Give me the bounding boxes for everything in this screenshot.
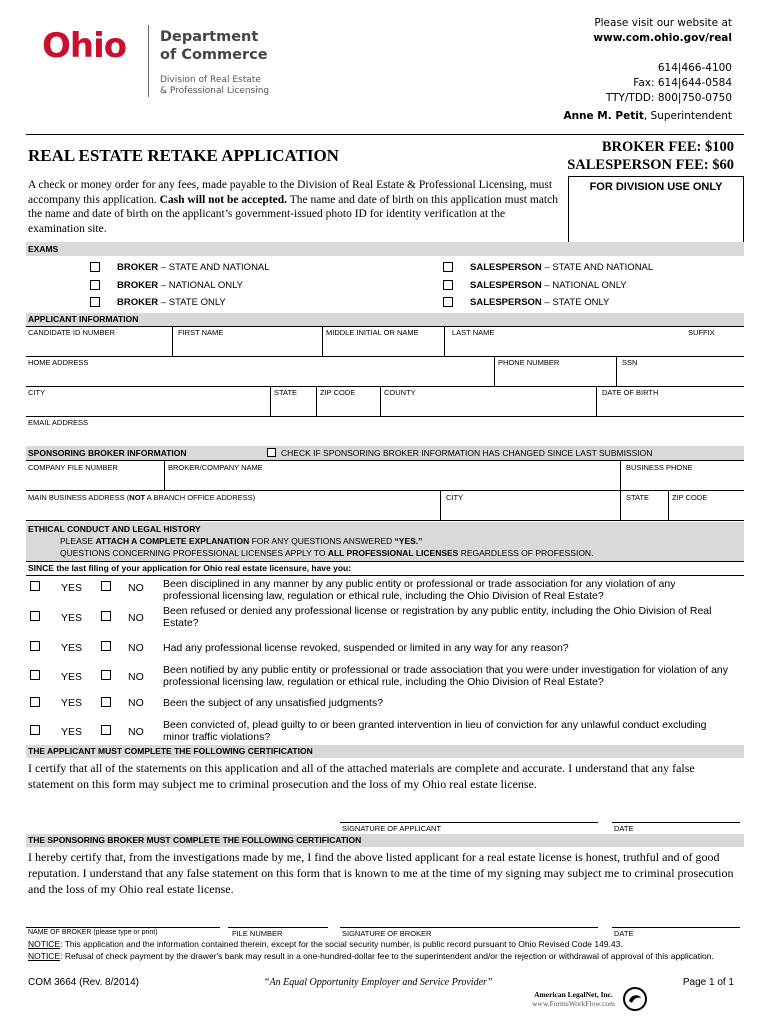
sales-state-national-label xyxy=(470,262,653,273)
applicant-cert-heading: THE APPLICANT MUST COMPLETE THE FOLLOWING CERTIFICATION xyxy=(28,746,313,756)
ethics-heading: ETHICAL CONDUCT AND LEGAL HISTORY xyxy=(28,524,201,534)
tty-number: TTY/TDD: 800|750-0750 xyxy=(605,92,732,104)
ethics-l1-pre: PLEASE xyxy=(60,536,96,546)
q5-yes-checkbox[interactable] xyxy=(30,697,40,707)
first-name-field[interactable]: FIRST NAME xyxy=(178,328,224,337)
zip-field[interactable]: ZIP CODE xyxy=(320,388,356,397)
legalnet-logo-icon xyxy=(622,986,648,1017)
question-4: Been notified by any public entity or professional or trade association that you were under investigation for violation of any professional licensing law, regulation or ethical rule, including the Ohio Division of Real Estate? xyxy=(163,664,729,688)
q1-no-label: NO xyxy=(128,582,144,594)
email-field[interactable]: EMAIL ADDRESS xyxy=(28,418,89,427)
broker-fee: BROKER FEE: $100 xyxy=(601,139,734,155)
ohio-logo xyxy=(42,26,126,66)
ssn-field[interactable]: SSN xyxy=(622,358,638,367)
exam-l0-bold: BROKER xyxy=(117,262,159,273)
exam-r2-rest: – STATE ONLY xyxy=(541,297,610,308)
logo-divider xyxy=(148,25,149,97)
broker-state-national-checkbox[interactable] xyxy=(90,262,100,272)
visit-text: Please visit our website at xyxy=(594,17,732,29)
applicant-date-line[interactable] xyxy=(612,822,740,823)
company-file-number-field[interactable]: COMPANY FILE NUMBER xyxy=(28,463,118,472)
broker-div-1 xyxy=(164,460,165,490)
superintendent-name: Anne M. Petit xyxy=(563,110,644,122)
exam-l1-rest: – NATIONAL ONLY xyxy=(158,280,243,291)
address-not: NOT xyxy=(129,493,146,502)
q5-no-checkbox[interactable] xyxy=(101,697,111,707)
exam-l1-bold: BROKER xyxy=(117,280,159,291)
broker-zip-field[interactable]: ZIP CODE xyxy=(672,493,708,502)
sales-national-label xyxy=(470,280,627,291)
division-line-2: & Professional Licensing xyxy=(160,86,270,96)
q3-yes-checkbox[interactable] xyxy=(30,641,40,651)
broker-rule-2 xyxy=(26,490,744,491)
col-div-c1 xyxy=(270,386,271,416)
exams-header-bar xyxy=(26,242,744,256)
page-number: Page 1 of 1 xyxy=(682,977,734,988)
exam-l2-rest: – STATE ONLY xyxy=(158,297,226,308)
division-line-1: Division of Real Estate xyxy=(160,75,261,85)
state-field[interactable]: STATE xyxy=(274,388,298,397)
ethics-l1-mid: FOR ANY QUESTIONS ANSWERED xyxy=(249,536,395,546)
phone-number: 614|466-4100 xyxy=(657,62,732,74)
home-address-field[interactable]: HOME ADDRESS xyxy=(28,358,89,367)
dept-line-2: of Commerce xyxy=(160,47,268,63)
broker-name-line[interactable] xyxy=(26,927,220,928)
notice-2 xyxy=(28,951,740,962)
q6-no-label: NO xyxy=(128,726,144,738)
candidate-id-field[interactable]: CANDIDATE ID NUMBER xyxy=(28,328,115,337)
exam-r0-rest: – STATE AND NATIONAL xyxy=(541,262,654,273)
notice-1-label: NOTICE xyxy=(28,939,61,949)
broker-file-number-label: FILE NUMBER xyxy=(232,929,283,938)
q4-yes-label: YES xyxy=(61,671,83,683)
broker-national-checkbox[interactable] xyxy=(90,280,100,290)
form-number: COM 3664 (Rev. 8/2014) xyxy=(28,977,139,988)
applicant-signature-line[interactable] xyxy=(340,822,598,823)
col-div-c2 xyxy=(316,386,317,416)
ethics-l1-bold: ATTACH A COMPLETE EXPLANATION xyxy=(95,536,250,546)
exam-r0-bold: SALESPERSON xyxy=(470,262,542,273)
header-rule xyxy=(26,134,744,135)
business-phone-field[interactable]: BUSINESS PHONE xyxy=(626,463,693,472)
q4-no-label: NO xyxy=(128,671,144,683)
notice-1 xyxy=(28,939,740,950)
ethics-rule-2 xyxy=(26,575,744,576)
middle-name-field[interactable]: MIDDLE INITIAL OR NAME xyxy=(326,328,419,337)
legalnet-block xyxy=(532,990,615,1008)
intro-paragraph xyxy=(28,178,562,236)
q2-no-label: NO xyxy=(128,612,144,624)
col-div-a2 xyxy=(322,326,323,356)
broker-city-field[interactable]: CITY xyxy=(446,493,464,502)
sales-state-national-checkbox[interactable] xyxy=(443,262,453,272)
broker-div-3 xyxy=(440,490,441,520)
applicant-cert-text: I certify that all of the statements on this application and all of the attached materials are complete and accurate. I understand that any false statement on this form may subject me to criminal prosecution and the loss of my Ohio real estate license. xyxy=(28,761,695,791)
ethics-l1-yes: “YES.” xyxy=(394,536,423,546)
website-link[interactable]: www.com.ohio.gov/real xyxy=(593,32,732,44)
dob-field[interactable]: DATE OF BIRTH xyxy=(602,388,659,397)
applicant-rule-3 xyxy=(26,386,744,387)
address-pre: MAIN BUSINESS ADDRESS ( xyxy=(28,493,130,502)
superintendent-title: , Superintendent xyxy=(643,110,732,122)
city-field[interactable]: CITY xyxy=(28,388,46,397)
broker-state-label xyxy=(117,297,226,308)
applicant-rule-2 xyxy=(26,356,744,357)
last-name-field[interactable]: LAST NAME xyxy=(452,328,495,337)
question-3: Had any professional license revoked, suspended or limited in any way for any reason? xyxy=(163,642,569,654)
phone-number-field[interactable]: PHONE NUMBER xyxy=(498,358,560,367)
intro-part-2: The name and date of birth on this application must match the name and date of birth on the applicant’s government-issued photo ID for identity verification at the examination site. xyxy=(28,193,558,235)
q4-yes-checkbox[interactable] xyxy=(30,670,40,680)
exam-l0-rest: – STATE AND NATIONAL xyxy=(158,262,270,273)
broker-rule-3 xyxy=(26,520,744,521)
broker-changed-label: CHECK IF SPONSORING BROKER INFORMATION HAS CHANGED SINCE LAST SUBMISSION xyxy=(281,448,653,458)
sales-state-label xyxy=(470,297,609,308)
q1-yes-label: YES xyxy=(61,582,83,594)
division-name xyxy=(160,75,269,97)
q1-no-checkbox[interactable] xyxy=(101,581,111,591)
broker-changed-checkbox[interactable] xyxy=(267,448,276,457)
ethics-since: SINCE the last filing of your application for Ohio real estate licensure, have you: xyxy=(28,563,352,573)
broker-div-4 xyxy=(620,490,621,520)
intro-bold: Cash will not be accepted. xyxy=(159,193,288,206)
sales-state-checkbox[interactable] xyxy=(443,297,453,307)
ethics-l2-post: REGARDLESS OF PROFESSION. xyxy=(458,548,594,558)
question-5: Been the subject of any unsatisfied judgments? xyxy=(163,697,384,709)
fee-block xyxy=(567,138,734,174)
main-business-address-field[interactable] xyxy=(28,493,255,502)
q3-yes-label: YES xyxy=(61,642,83,654)
broker-cert-text: I hereby certify that, from the investigations made by me, I find the above listed applicant for a real estate license is honest, truthful and of good reputation. I understand that any false statement on this form that is known to me at the time of my signing may subject me to criminal prosecution and the loss of my Ohio real estate license. xyxy=(28,850,734,896)
q6-yes-checkbox[interactable] xyxy=(30,725,40,735)
ethics-line-2 xyxy=(60,548,593,558)
notice-1-text: : This application and the information contained therein, except for the social security number, is public record pursuant to Ohio Revised Code 149.43. xyxy=(60,939,623,949)
q1-yes-checkbox[interactable] xyxy=(30,581,40,591)
exam-l2-bold: BROKER xyxy=(117,297,159,308)
q6-no-checkbox[interactable] xyxy=(101,725,111,735)
broker-file-number-line[interactable] xyxy=(228,927,328,928)
q2-no-checkbox[interactable] xyxy=(101,611,111,621)
address-post: A BRANCH OFFICE ADDRESS) xyxy=(145,493,256,502)
question-2: Been refused or denied any professional license or registration by any public entity, including the Ohio Division of Real Estate? xyxy=(163,605,712,629)
legalnet-url[interactable]: www.FormsWorkFlow.com xyxy=(532,999,616,1008)
broker-info-heading: SPONSORING BROKER INFORMATION xyxy=(28,448,187,458)
fax-number: Fax: 614|644-0584 xyxy=(633,77,732,89)
applicant-rule-4 xyxy=(26,416,744,417)
q6-yes-label: YES xyxy=(61,726,83,738)
col-div-c3 xyxy=(380,386,381,416)
col-div-b2 xyxy=(616,356,617,386)
division-use-label: FOR DIVISION USE ONLY xyxy=(589,181,723,193)
broker-rule-1 xyxy=(26,460,744,461)
broker-cert-heading: THE SPONSORING BROKER MUST COMPLETE THE FOLLOWING CERTIFICATION xyxy=(28,835,362,845)
broker-state-checkbox[interactable] xyxy=(90,297,100,307)
broker-div-5 xyxy=(668,490,669,520)
ohio-logo-text: Ohio xyxy=(42,26,127,66)
col-div-a1 xyxy=(172,326,173,356)
applicant-date-label: DATE xyxy=(614,824,634,833)
broker-company-name-field[interactable]: BROKER/COMPANY NAME xyxy=(168,463,263,472)
equal-opportunity-motto: “An Equal Opportunity Employer and Service Provider” xyxy=(264,977,493,988)
intro-part-1: A check or money order for any fees, made payable to the Division of Real Estate & Professional Licensing, must accompany this application. xyxy=(28,179,553,206)
page-title: REAL ESTATE RETAKE APPLICATION xyxy=(28,146,339,165)
q2-yes-checkbox[interactable] xyxy=(30,611,40,621)
salesperson-fee: SALESPERSON FEE: $60 xyxy=(567,157,734,173)
county-field[interactable]: COUNTY xyxy=(384,388,416,397)
ethics-line-1 xyxy=(60,536,422,546)
broker-date-label: DATE xyxy=(614,929,634,938)
broker-state-field[interactable]: STATE xyxy=(626,493,650,502)
q5-yes-label: YES xyxy=(61,697,83,709)
exam-r1-bold: SALESPERSON xyxy=(470,280,542,291)
exam-r2-bold: SALESPERSON xyxy=(470,297,542,308)
q3-no-label: NO xyxy=(128,642,144,654)
division-use-box xyxy=(568,176,744,242)
question-6: Been convicted of, plead guilty to or been granted intervention in lieu of conviction for any unlawful conduct excluding minor traffic violations? xyxy=(163,719,707,743)
broker-div-2 xyxy=(620,460,621,490)
legalnet-name: American LegalNet, Inc. xyxy=(534,990,613,999)
suffix-field[interactable]: SUFFIX xyxy=(688,328,715,337)
col-div-c4 xyxy=(596,386,597,416)
notice-2-text: : Refusal of check payment by the drawer's bank may result in a one-hundred-dollar fee to the superintendent and/or the rejection or withdrawal of approval of this application. xyxy=(60,951,714,961)
ethics-l2-pre: QUESTIONS CONCERNING PROFESSIONAL LICENSES APPLY TO xyxy=(60,548,328,558)
applicant-rule-1 xyxy=(26,326,744,327)
q4-no-checkbox[interactable] xyxy=(101,670,111,680)
q2-yes-label: YES xyxy=(61,612,83,624)
broker-name-label: NAME OF BROKER (please type or print) xyxy=(28,929,158,936)
ethics-rule xyxy=(26,561,744,562)
q5-no-label: NO xyxy=(128,697,144,709)
broker-date-line[interactable] xyxy=(612,927,740,928)
broker-signature-label: SIGNATURE OF BROKER xyxy=(342,929,432,938)
broker-state-national-label xyxy=(117,262,270,273)
broker-signature-line[interactable] xyxy=(340,927,598,928)
applicant-signature-label: SIGNATURE OF APPLICANT xyxy=(342,824,442,833)
superintendent xyxy=(563,109,732,124)
exam-r1-rest: – NATIONAL ONLY xyxy=(541,280,627,291)
q3-no-checkbox[interactable] xyxy=(101,641,111,651)
dept-line-1: Department xyxy=(160,29,259,45)
sales-national-checkbox[interactable] xyxy=(443,280,453,290)
department-name xyxy=(160,28,268,64)
col-div-a3 xyxy=(444,326,445,356)
broker-national-label xyxy=(117,280,243,291)
contact-block xyxy=(563,16,732,124)
notice-2-label: NOTICE xyxy=(28,951,61,961)
question-1: Been disciplined in any manner by any public entity or professional or trade association for any violation of any professional licensing law, regulation or ethical rule, including the Ohio Division of Real Estate? xyxy=(163,578,676,602)
ethics-l2-bold: ALL PROFESSIONAL LICENSES xyxy=(327,548,459,558)
col-div-b1 xyxy=(494,356,495,386)
applicant-heading: APPLICANT INFORMATION xyxy=(28,314,139,324)
exams-heading: EXAMS xyxy=(28,244,59,254)
